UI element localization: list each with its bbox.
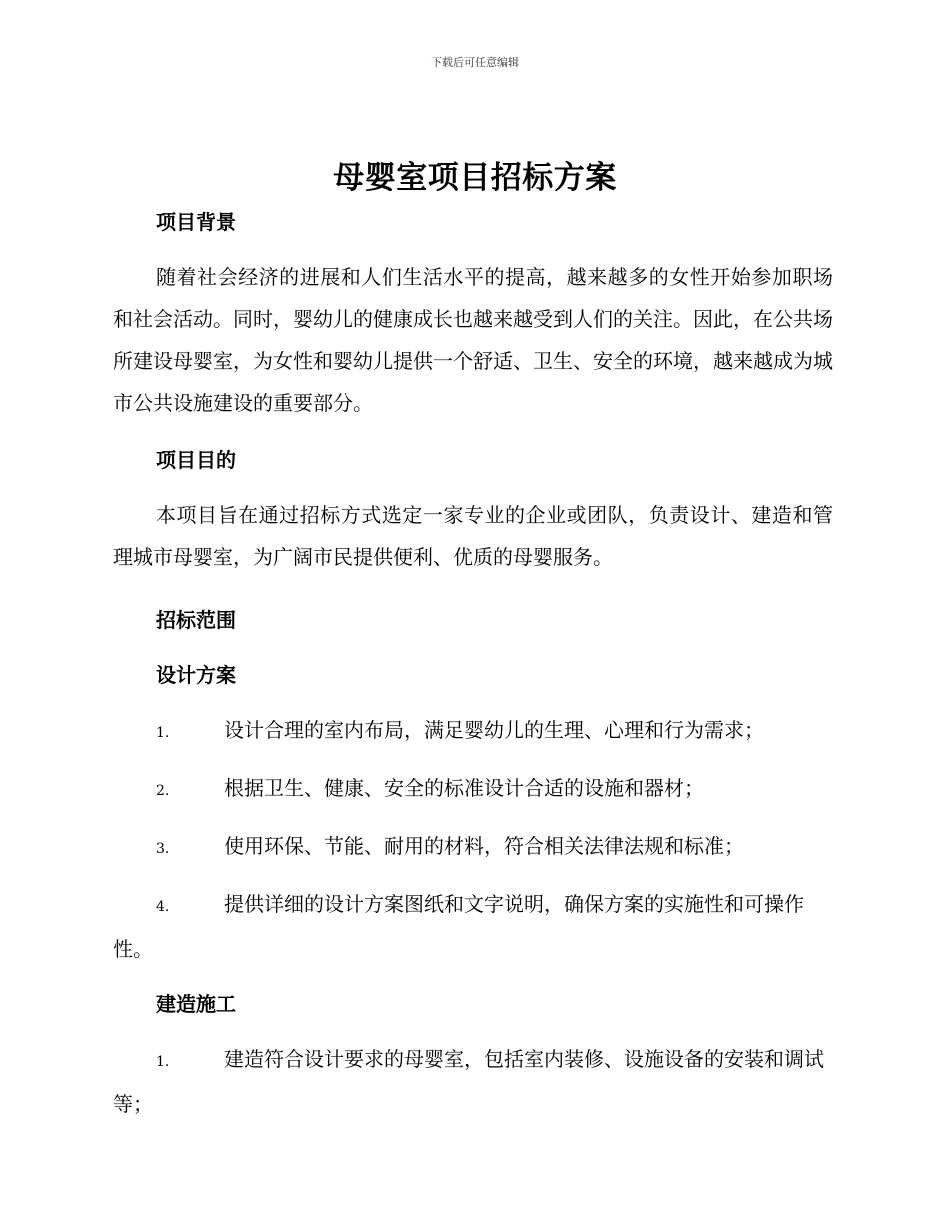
list-item <box>113 709 833 754</box>
section-heading-background: 项目背景 <box>156 210 236 234</box>
list-item <box>113 883 833 970</box>
section-heading-design: 设计方案 <box>156 663 236 687</box>
list-item-number: 4. <box>156 899 170 915</box>
section-heading-scope: 招标范围 <box>156 608 236 632</box>
list-item-text: 根据卫生、健康、安全的标准设计合适的设施和器材； <box>224 776 704 800</box>
page-header-note: 下载后可任意编辑 <box>431 56 519 69</box>
list-item <box>113 767 833 812</box>
list-item-text: 提供详细的设计方案图纸和文字说明，确保方案的实施性和可操作性。 <box>113 892 804 961</box>
document-title: 母婴室项目招标方案 <box>333 160 617 196</box>
list-item-text: 使用环保、节能、耐用的材料，符合相关法律法规和标准； <box>224 834 744 858</box>
list-item-number: 2. <box>156 783 170 799</box>
list-item-number: 1. <box>156 725 170 741</box>
list-item-number: 3. <box>156 841 170 857</box>
list-item <box>113 825 833 870</box>
section-heading-purpose: 项目目的 <box>156 448 236 472</box>
document-body <box>113 200 833 1125</box>
list-item-number: 1. <box>156 1054 170 1070</box>
paragraph-purpose: 本项目旨在通过招标方式选定一家专业的企业或团队，负责设计、建造和管理城市母婴室，为广阔市民提供便利、优质的母婴服务。 <box>113 503 833 569</box>
section-heading-construction: 建造施工 <box>156 992 236 1016</box>
list-item-text: 建造符合设计要求的母婴室，包括室内装修、设施设备的安装和调试等； <box>113 1047 824 1116</box>
list-item-text: 设计合理的室内布局，满足婴幼儿的生理、心理和行为需求； <box>224 718 764 742</box>
paragraph-background: 随着社会经济的进展和人们生活水平的提高，越来越多的女性开始参加职场和社会活动。同时，婴幼儿的健康成长也越来越受到人们的关注。因此，在公共场所建设母婴室，为女性和婴幼儿提供一个舒适、卫生、安全的环境，越来越成为城市公共设施建设的重要部分。 <box>113 265 833 415</box>
list-item <box>113 1038 833 1125</box>
